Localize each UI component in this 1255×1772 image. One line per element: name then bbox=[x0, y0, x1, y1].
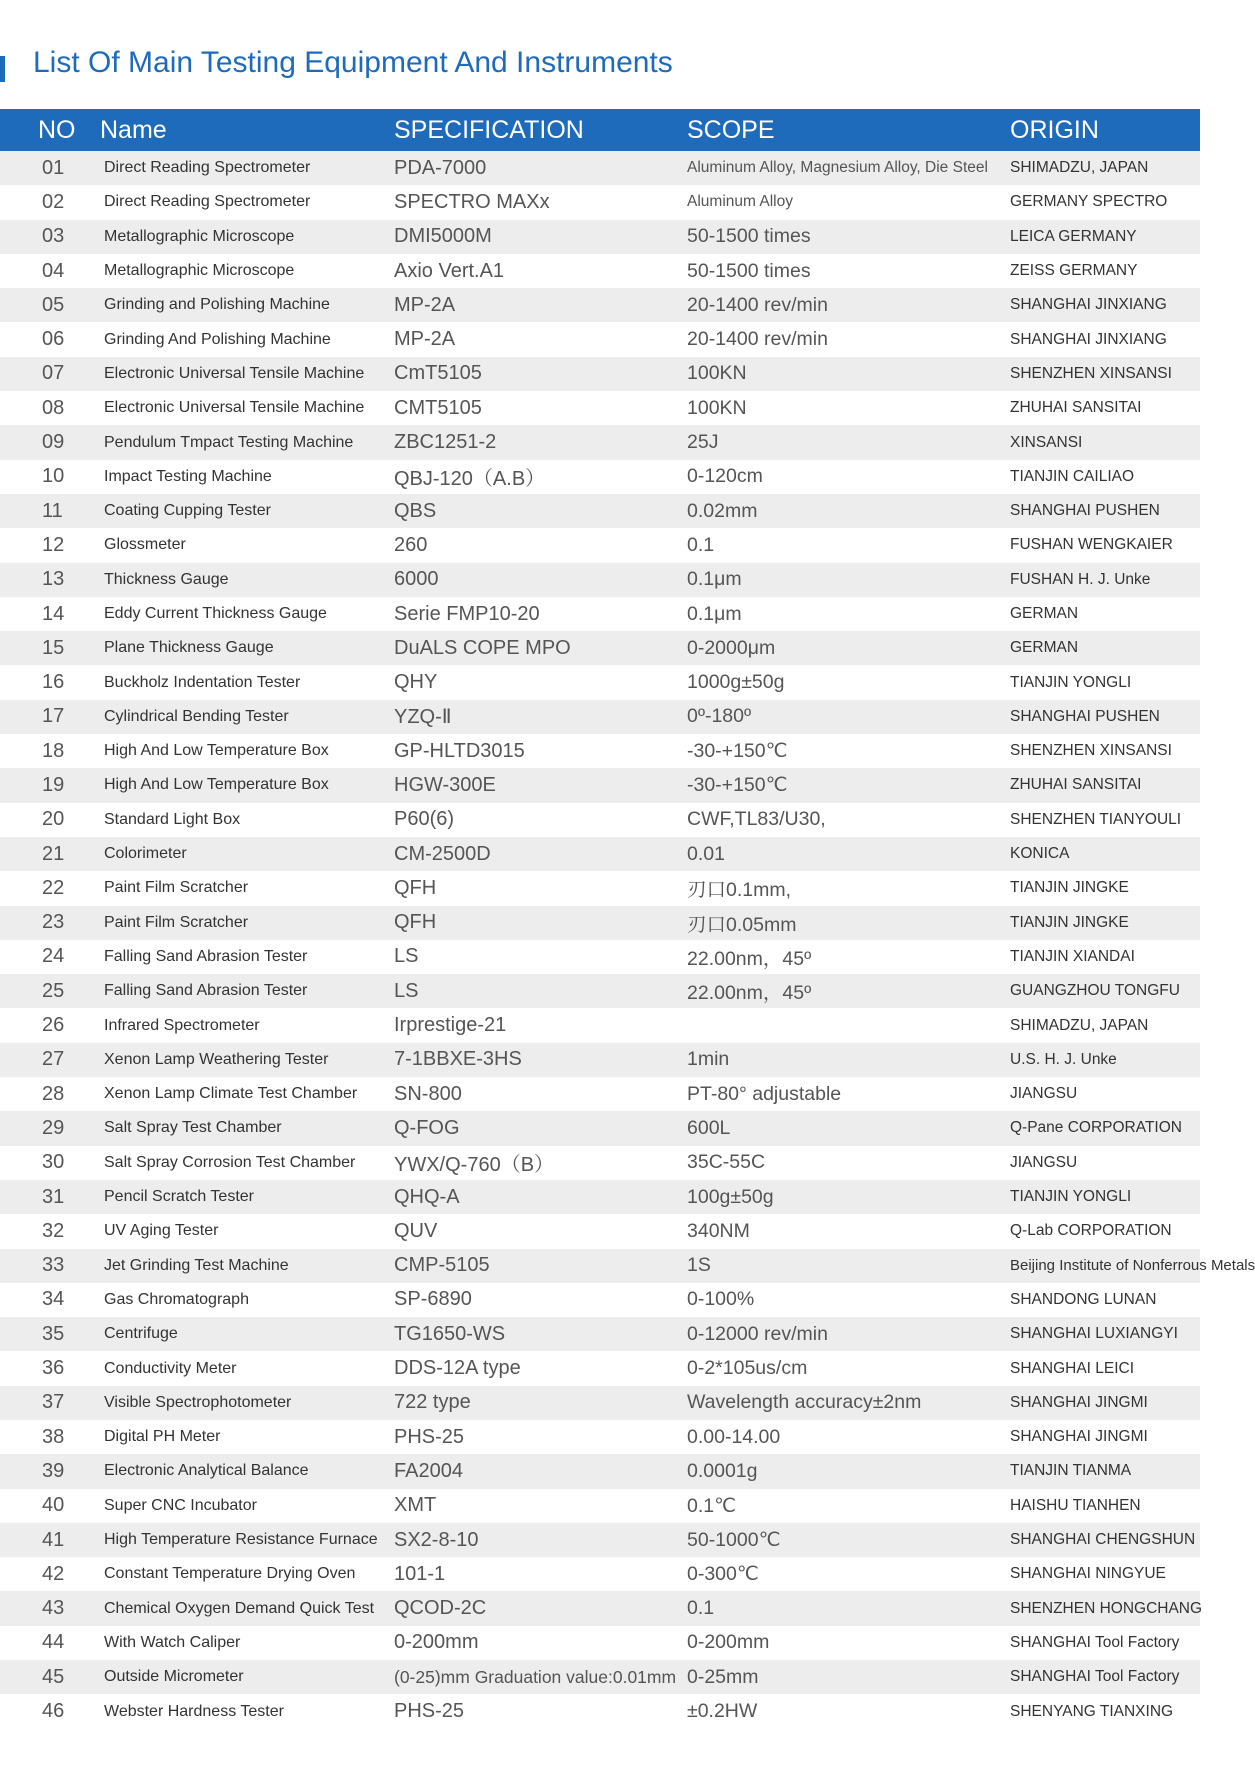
cell-origin: ZHUHAI SANSITAI bbox=[1010, 399, 1142, 417]
cell-specification: SN-800 bbox=[394, 1082, 462, 1105]
cell-name: Paint Film Scratcher bbox=[104, 913, 249, 931]
cell-name: Impact Testing Machine bbox=[104, 467, 272, 485]
table-row bbox=[0, 631, 1200, 665]
cell-origin: LEICA GERMANY bbox=[1010, 227, 1137, 245]
cell-specification: LS bbox=[394, 945, 419, 968]
cell-no: 35 bbox=[42, 1322, 65, 1345]
cell-no: 40 bbox=[42, 1494, 65, 1517]
table-row bbox=[0, 391, 1200, 425]
table-row bbox=[0, 1523, 1200, 1557]
cell-name: Gas Chromatograph bbox=[104, 1290, 249, 1308]
table-row bbox=[0, 734, 1200, 768]
cell-scope: 0º-180º bbox=[687, 705, 752, 728]
cell-scope: 50-1000℃ bbox=[687, 1529, 781, 1552]
table-body bbox=[0, 151, 1255, 1729]
cell-no: 42 bbox=[42, 1562, 65, 1585]
cell-specification: QUV bbox=[394, 1219, 438, 1242]
cell-no: 36 bbox=[42, 1357, 65, 1380]
cell-no: 06 bbox=[42, 328, 65, 351]
cell-name: Salt Spray Test Chamber bbox=[104, 1119, 282, 1137]
cell-scope: 50-1500 times bbox=[687, 259, 811, 282]
cell-name: High And Low Temperature Box bbox=[104, 742, 329, 760]
cell-specification: ZBC1251-2 bbox=[394, 431, 497, 454]
cell-no: 19 bbox=[42, 773, 65, 796]
page-header bbox=[0, 44, 1200, 84]
cell-scope: 0.00-14.00 bbox=[687, 1425, 781, 1448]
cell-specification: QHQ-A bbox=[394, 1185, 460, 1208]
cell-scope: 0.0001g bbox=[687, 1459, 758, 1482]
cell-no: 03 bbox=[42, 225, 65, 248]
table-row bbox=[0, 1043, 1200, 1077]
cell-name: Falling Sand Abrasion Tester bbox=[104, 982, 308, 1000]
cell-name: Falling Sand Abrasion Tester bbox=[104, 947, 308, 965]
cell-no: 27 bbox=[42, 1048, 65, 1071]
table-row bbox=[0, 974, 1200, 1008]
table-row bbox=[0, 597, 1200, 631]
table-header-row bbox=[0, 109, 1200, 151]
cell-specification: Serie FMP10-20 bbox=[394, 602, 540, 625]
table-row bbox=[0, 1317, 1200, 1351]
cell-scope: 22.00nm，45º bbox=[687, 947, 812, 970]
cell-no: 20 bbox=[42, 808, 65, 831]
cell-scope: 25J bbox=[687, 431, 719, 454]
cell-name: Chemical Oxygen Demand Quick Test bbox=[104, 1599, 375, 1617]
cell-scope: 100KN bbox=[687, 362, 747, 385]
table-row bbox=[0, 254, 1200, 288]
cell-no: 30 bbox=[42, 1151, 65, 1174]
cell-name: Glossmeter bbox=[104, 536, 186, 554]
cell-scope: 0-100% bbox=[687, 1288, 755, 1311]
cell-scope: 0.1℃ bbox=[687, 1494, 737, 1517]
table-row bbox=[0, 940, 1200, 974]
cell-no: 31 bbox=[42, 1185, 65, 1208]
table-row bbox=[0, 768, 1200, 802]
cell-no: 04 bbox=[42, 259, 65, 282]
cell-name: Visible Spectrophotometer bbox=[104, 1393, 292, 1411]
cell-origin: TIANJIN YONGLI bbox=[1010, 673, 1132, 691]
cell-origin: HAISHU TIANHEN bbox=[1010, 1496, 1141, 1514]
cell-origin: SHANGHAI PUSHEN bbox=[1010, 707, 1160, 725]
cell-origin: SHENZHEN HONGCHANG bbox=[1010, 1599, 1203, 1617]
cell-name: Xenon Lamp Climate Test Chamber bbox=[104, 1085, 358, 1103]
table-row bbox=[0, 1386, 1200, 1420]
cell-origin: SHANGHAI JINXIANG bbox=[1010, 296, 1167, 314]
cell-specification: SX2-8-10 bbox=[394, 1528, 479, 1551]
cell-name: Conductivity Meter bbox=[104, 1359, 237, 1377]
cell-name: Direct Reading Spectrometer bbox=[104, 193, 311, 211]
cell-specification: DMI5000M bbox=[394, 225, 492, 248]
cell-name: Constant Temperature Drying Oven bbox=[104, 1565, 356, 1583]
cell-name: Eddy Current Thickness Gauge bbox=[104, 605, 327, 622]
cell-name: Coating Cupping Tester bbox=[104, 502, 271, 520]
cell-scope: 20-1400 rev/min bbox=[687, 328, 828, 351]
cell-name: High And Low Temperature Box bbox=[104, 776, 329, 794]
cell-scope: -30-+150℃ bbox=[687, 774, 788, 797]
cell-no: 43 bbox=[42, 1597, 65, 1620]
table-row bbox=[0, 322, 1200, 356]
cell-specification: 101-1 bbox=[394, 1562, 446, 1585]
cell-specification: PDA-7000 bbox=[394, 156, 487, 179]
cell-name: Colorimeter bbox=[104, 845, 187, 863]
cell-no: 41 bbox=[42, 1528, 65, 1551]
cell-scope: Wavelength accuracy±2nm bbox=[687, 1391, 922, 1414]
cell-scope: 0.02mm bbox=[687, 499, 758, 522]
cell-origin: GERMAN bbox=[1010, 639, 1079, 657]
cell-specification: QCOD-2C bbox=[394, 1597, 487, 1620]
cell-specification: 0-200mm bbox=[394, 1631, 479, 1654]
cell-scope: 100KN bbox=[687, 396, 747, 419]
cell-origin: Q-Pane CORPORATION bbox=[1010, 1119, 1182, 1137]
table-row bbox=[0, 1454, 1200, 1488]
cell-scope: 35C-55C bbox=[687, 1151, 766, 1174]
cell-origin: TIANJIN CAILIAO bbox=[1010, 467, 1135, 485]
cell-specification: SPECTRO MAXx bbox=[394, 190, 550, 213]
table-row bbox=[0, 1146, 1200, 1180]
cell-no: 26 bbox=[42, 1014, 65, 1037]
cell-name: Metallographic Microscope bbox=[104, 227, 295, 245]
page-title: List Of Main Testing Equipment And Instruments bbox=[33, 46, 673, 79]
cell-name: Webster Hardness Tester bbox=[104, 1702, 284, 1720]
cell-specification: QBS bbox=[394, 499, 437, 522]
cell-name: Cylindrical Bending Tester bbox=[104, 707, 289, 725]
table-row bbox=[0, 1591, 1200, 1625]
cell-name: Super CNC Incubator bbox=[104, 1496, 257, 1514]
cell-no: 07 bbox=[42, 362, 65, 385]
cell-no: 11 bbox=[42, 499, 63, 522]
cell-no: 18 bbox=[42, 739, 65, 762]
table-row bbox=[0, 1694, 1200, 1728]
cell-origin: TIANJIN YONGLI bbox=[1010, 1188, 1132, 1206]
cell-origin: SHANGHAI NINGYUE bbox=[1010, 1565, 1166, 1583]
cell-scope: 1S bbox=[687, 1254, 711, 1277]
cell-specification: QFH bbox=[394, 876, 437, 899]
cell-specification: LS bbox=[394, 979, 419, 1002]
cell-name: Digital PH Meter bbox=[104, 1428, 221, 1446]
cell-scope: 0-12000 rev/min bbox=[687, 1322, 828, 1345]
cell-no: 13 bbox=[42, 568, 65, 591]
cell-specification: Axio Vert.A1 bbox=[394, 259, 505, 282]
cell-origin: ZHUHAI SANSITAI bbox=[1010, 776, 1142, 794]
cell-specification: XMT bbox=[394, 1494, 437, 1517]
cell-scope: 0.1 bbox=[687, 533, 715, 556]
cell-name: Paint Film Scratcher bbox=[104, 879, 249, 897]
cell-specification: TG1650-WS bbox=[394, 1322, 506, 1345]
cell-origin: TIANJIN TIANMA bbox=[1010, 1462, 1132, 1480]
table-row bbox=[0, 425, 1200, 459]
cell-no: 39 bbox=[42, 1459, 65, 1482]
cell-scope: -30-+150℃ bbox=[687, 740, 788, 763]
cell-name: Jet Grinding Test Machine bbox=[104, 1256, 289, 1274]
table-row bbox=[0, 1351, 1200, 1385]
table-row bbox=[0, 803, 1200, 837]
cell-scope: 50-1500 times bbox=[687, 225, 811, 248]
cell-origin: KONICA bbox=[1010, 845, 1070, 863]
cell-specification: PHS-25 bbox=[394, 1700, 465, 1722]
cell-origin: SHIMADZU, JAPAN bbox=[1010, 1016, 1149, 1034]
cell-scope: 刃口0.1mm, bbox=[687, 879, 792, 902]
cell-origin: Beijing Institute of Nonferrous Metals bbox=[1010, 1257, 1255, 1275]
cell-specification: 6000 bbox=[394, 568, 439, 591]
table-row bbox=[0, 1180, 1200, 1214]
table-row bbox=[0, 357, 1200, 391]
cell-name: UV Aging Tester bbox=[104, 1222, 219, 1240]
cell-origin: TIANJIN JINGKE bbox=[1010, 913, 1129, 931]
cell-no: 34 bbox=[42, 1288, 65, 1311]
cell-no: 28 bbox=[42, 1082, 65, 1105]
cell-origin: FUSHAN WENGKAIER bbox=[1010, 536, 1173, 554]
cell-origin: SHANGHAI LEICI bbox=[1010, 1359, 1135, 1377]
cell-specification: YZQ-Ⅱ bbox=[394, 706, 452, 729]
cell-specification: CM-2500D bbox=[394, 842, 491, 865]
cell-origin: SHANGHAI LUXIANGYI bbox=[1010, 1325, 1178, 1343]
cell-no: 09 bbox=[42, 431, 65, 454]
cell-specification: CMT5105 bbox=[394, 396, 482, 419]
cell-scope: Aluminum Alloy bbox=[687, 193, 793, 211]
cell-origin: ZEISS GERMANY bbox=[1010, 262, 1138, 280]
cell-specification: Q-FOG bbox=[394, 1116, 460, 1139]
cell-specification: 722 type bbox=[394, 1391, 471, 1414]
cell-name: Thickness Gauge bbox=[104, 570, 229, 588]
cell-no: 29 bbox=[42, 1116, 65, 1139]
cell-specification: (0-25)mm Graduation value:0.01mm bbox=[394, 1666, 677, 1687]
cell-no: 05 bbox=[42, 293, 65, 316]
cell-specification: QBJ-120（A.B） bbox=[394, 468, 546, 491]
cell-no: 33 bbox=[42, 1254, 65, 1277]
cell-scope: 0-2000μm bbox=[687, 636, 776, 659]
cell-origin: Q-Lab CORPORATION bbox=[1010, 1222, 1172, 1240]
table-row bbox=[0, 665, 1200, 699]
table-row bbox=[0, 1077, 1200, 1111]
cell-origin: SHENZHEN XINSANSI bbox=[1010, 742, 1172, 760]
cell-name: Grinding And Polishing Machine bbox=[104, 330, 331, 348]
header-specification: SPECIFICATION bbox=[394, 115, 584, 144]
cell-name: Centrifuge bbox=[104, 1325, 178, 1343]
cell-no: 01 bbox=[42, 156, 65, 179]
cell-origin: JIANGSU bbox=[1010, 1153, 1078, 1171]
cell-origin: SHANGHAI Tool Factory bbox=[1010, 1668, 1180, 1686]
table-row bbox=[0, 1626, 1200, 1660]
cell-name: Standard Light Box bbox=[104, 810, 241, 828]
cell-no: 24 bbox=[42, 945, 65, 968]
table-row bbox=[0, 1420, 1200, 1454]
cell-origin: SHANGHAI JINGMI bbox=[1010, 1428, 1148, 1446]
cell-no: 44 bbox=[42, 1631, 65, 1654]
cell-scope: 0.1μm bbox=[687, 602, 742, 625]
cell-name: Infrared Spectrometer bbox=[104, 1016, 260, 1034]
table-row bbox=[0, 494, 1200, 528]
table-row bbox=[0, 1111, 1200, 1145]
table-row bbox=[0, 185, 1200, 219]
cell-specification: MP-2A bbox=[394, 328, 456, 351]
cell-no: 38 bbox=[42, 1425, 65, 1448]
cell-scope: 0.1μm bbox=[687, 568, 742, 591]
cell-no: 45 bbox=[42, 1665, 65, 1688]
cell-specification: CMP-5105 bbox=[394, 1254, 490, 1277]
cell-origin: SHENYANG TIANXING bbox=[1010, 1702, 1174, 1720]
cell-specification: FA2004 bbox=[394, 1459, 463, 1482]
cell-scope: ±0.2HW bbox=[687, 1700, 758, 1722]
cell-name: Direct Reading Spectrometer bbox=[104, 159, 311, 177]
cell-specification: 260 bbox=[394, 533, 428, 556]
table-row bbox=[0, 1489, 1200, 1523]
cell-specification: 7-1BBXE-3HS bbox=[394, 1048, 522, 1071]
cell-no: 22 bbox=[42, 876, 65, 899]
cell-scope: 0.1 bbox=[687, 1597, 715, 1620]
header-name: Name bbox=[100, 115, 167, 144]
cell-origin: XINSANSI bbox=[1010, 433, 1083, 451]
cell-origin: TIANJIN JINGKE bbox=[1010, 879, 1129, 897]
cell-origin: FUSHAN H. J. Unke bbox=[1010, 570, 1151, 588]
header-no: NO bbox=[38, 115, 76, 144]
table-row bbox=[0, 837, 1200, 871]
cell-origin: SHANDONG LUNAN bbox=[1010, 1290, 1157, 1308]
cell-no: 23 bbox=[42, 911, 65, 934]
cell-no: 37 bbox=[42, 1391, 65, 1414]
cell-no: 15 bbox=[42, 636, 65, 659]
cell-no: 46 bbox=[42, 1700, 65, 1722]
cell-specification: QFH bbox=[394, 911, 437, 934]
cell-origin: GERMANY SPECTRO bbox=[1010, 193, 1168, 211]
title-accent-bar bbox=[0, 56, 5, 82]
table-row bbox=[0, 1660, 1200, 1694]
cell-origin: SHANGHAI PUSHEN bbox=[1010, 502, 1160, 520]
cell-name: Salt Spray Corrosion Test Chamber bbox=[104, 1153, 356, 1171]
cell-no: 32 bbox=[42, 1219, 65, 1242]
header-scope: SCOPE bbox=[687, 115, 775, 144]
cell-name: Pendulum Tmpact Testing Machine bbox=[104, 433, 354, 451]
cell-origin: SHANGHAI CHENGSHUN bbox=[1010, 1531, 1196, 1549]
cell-origin: GUANGZHOU TONGFU bbox=[1010, 982, 1180, 1000]
cell-specification: HGW-300E bbox=[394, 773, 496, 796]
cell-name: Outside Micrometer bbox=[104, 1668, 244, 1686]
table-row bbox=[0, 871, 1200, 905]
cell-no: 10 bbox=[42, 465, 65, 488]
cell-scope: Aluminum Alloy, Magnesium Alloy, Die Steel bbox=[687, 159, 988, 177]
cell-scope: 600L bbox=[687, 1116, 731, 1139]
header-origin: ORIGIN bbox=[1010, 115, 1099, 144]
table-row bbox=[0, 1249, 1200, 1283]
table-row bbox=[0, 528, 1200, 562]
table-row bbox=[0, 1283, 1200, 1317]
cell-name: High Temperature Resistance Furnace bbox=[104, 1531, 378, 1549]
cell-scope: 1000g±50g bbox=[687, 671, 785, 694]
cell-no: 17 bbox=[42, 705, 65, 728]
cell-no: 14 bbox=[42, 602, 65, 625]
cell-scope: 0-25mm bbox=[687, 1665, 759, 1688]
cell-scope: 1min bbox=[687, 1048, 730, 1071]
cell-scope: 22.00nm，45º bbox=[687, 982, 812, 1005]
table-row bbox=[0, 700, 1200, 734]
cell-origin: TIANJIN XIANDAI bbox=[1010, 947, 1135, 965]
cell-name: Metallographic Microscope bbox=[104, 262, 295, 280]
cell-origin: SHIMADZU, JAPAN bbox=[1010, 159, 1149, 177]
cell-name: Electronic Universal Tensile Machine bbox=[104, 399, 365, 417]
equipment-table bbox=[0, 109, 1255, 1729]
cell-scope: 0-300℃ bbox=[687, 1563, 759, 1586]
cell-scope: CWF,TL83/U30, bbox=[687, 808, 826, 831]
cell-scope: 340NM bbox=[687, 1219, 750, 1242]
table-row bbox=[0, 460, 1200, 494]
table-row bbox=[0, 1557, 1200, 1591]
table-row bbox=[0, 563, 1200, 597]
table-row bbox=[0, 288, 1200, 322]
table-row bbox=[0, 1214, 1200, 1248]
cell-specification: P60(6) bbox=[394, 808, 455, 831]
cell-specification: SP-6890 bbox=[394, 1288, 472, 1311]
cell-scope: 刃口0.05mm bbox=[687, 913, 797, 936]
cell-origin: SHENZHEN XINSANSI bbox=[1010, 364, 1172, 382]
cell-specification: YWX/Q-760（B） bbox=[394, 1154, 555, 1177]
cell-origin: JIANGSU bbox=[1010, 1085, 1078, 1103]
cell-name: Buckholz Indentation Tester bbox=[104, 673, 301, 691]
cell-origin: GERMAN bbox=[1010, 605, 1079, 622]
table-row bbox=[0, 906, 1200, 940]
cell-scope: 0-120cm bbox=[687, 465, 763, 488]
cell-name: Grinding and Polishing Machine bbox=[104, 296, 330, 314]
cell-no: 16 bbox=[42, 671, 65, 694]
cell-specification: DuALS COPE MPO bbox=[394, 636, 571, 659]
cell-origin: SHENZHEN TIANYOULI bbox=[1010, 810, 1182, 828]
cell-scope: 20-1400 rev/min bbox=[687, 293, 828, 316]
cell-name: Xenon Lamp Weathering Tester bbox=[104, 1050, 329, 1068]
cell-specification: DDS-12A type bbox=[394, 1357, 521, 1380]
cell-origin: SHANGHAI Tool Factory bbox=[1010, 1633, 1180, 1651]
cell-no: 02 bbox=[42, 190, 65, 213]
cell-no: 12 bbox=[42, 533, 65, 556]
cell-scope: 0.01 bbox=[687, 842, 725, 865]
cell-name: With Watch Caliper bbox=[104, 1633, 241, 1651]
cell-specification: QHY bbox=[394, 671, 438, 694]
table-row bbox=[0, 220, 1200, 254]
table-row bbox=[0, 1008, 1200, 1042]
cell-scope: 100g±50g bbox=[687, 1185, 774, 1208]
cell-specification: Irprestige-21 bbox=[394, 1014, 507, 1037]
cell-specification: MP-2A bbox=[394, 293, 456, 316]
cell-specification: GP-HLTD3015 bbox=[394, 739, 525, 762]
cell-name: Electronic Analytical Balance bbox=[104, 1462, 309, 1480]
cell-scope bbox=[684, 1008, 998, 1042]
cell-name: Pencil Scratch Tester bbox=[104, 1188, 254, 1206]
cell-no: 25 bbox=[42, 979, 65, 1002]
cell-origin: U.S. H. J. Unke bbox=[1010, 1050, 1117, 1068]
cell-no: 21 bbox=[42, 842, 65, 865]
cell-name: Plane Thickness Gauge bbox=[104, 639, 274, 657]
cell-no: 08 bbox=[42, 396, 65, 419]
cell-scope: PT-80° adjustable bbox=[687, 1082, 842, 1105]
cell-specification: CmT5105 bbox=[394, 362, 482, 385]
cell-origin: SHANGHAI JINXIANG bbox=[1010, 330, 1167, 348]
cell-specification: PHS-25 bbox=[394, 1425, 465, 1448]
cell-name: Electronic Universal Tensile Machine bbox=[104, 364, 365, 382]
cell-scope: 0-200mm bbox=[687, 1631, 770, 1654]
cell-scope: 0-2*105us/cm bbox=[687, 1357, 808, 1380]
cell-origin: SHANGHAI JINGMI bbox=[1010, 1393, 1148, 1411]
table-row bbox=[0, 151, 1200, 185]
